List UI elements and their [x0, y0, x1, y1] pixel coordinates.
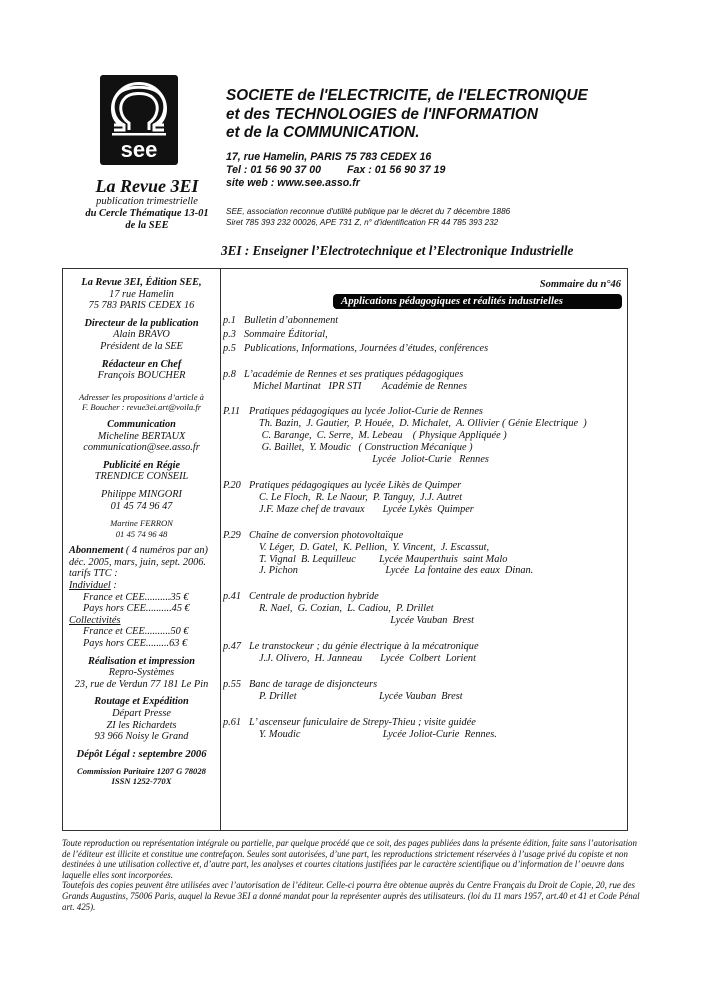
- price-line: Pays hors CEE.........63 €: [83, 638, 188, 650]
- toc-authors-line: J. Pichon Lycée La fontaine des eaux Dinan.: [259, 565, 534, 577]
- legal-line-1: SEE, association reconnue d'utilité publique par le décret du 7 décembre 1886: [226, 207, 511, 216]
- toc-authors-line: Y. Moudic Lycée Joliot-Curie Rennes.: [259, 728, 497, 740]
- toc-title: Centrale de production hybride: [249, 591, 379, 603]
- commission-paritaire: Commission Paritaire 1207 G 78028: [77, 766, 206, 777]
- depot-info: [63, 749, 220, 761]
- toc-page-number: p.3: [223, 328, 236, 340]
- publicite-name: TRENDICE CONSEIL: [94, 471, 189, 483]
- redacteur-name: François BOUCHER: [97, 370, 186, 382]
- commission-info: [63, 766, 220, 786]
- toc-page-number: p.47: [223, 641, 242, 653]
- toc-page-number: p.1: [223, 314, 236, 326]
- toc-authors-line: Lycée Joliot-Curie Rennes: [259, 454, 489, 466]
- price-line: France et CEE..........35 €: [83, 591, 189, 603]
- masthead-column: [63, 277, 220, 792]
- revue-subtitle-3: de la SEE: [125, 220, 169, 231]
- toc-authors-line: Lycée Vauban Brest: [259, 615, 474, 627]
- directeur-info: [63, 318, 220, 353]
- theme-banner: Applications pédagogiques et réalités industrielles: [333, 294, 622, 309]
- see-logo: [100, 75, 178, 165]
- toc-authors-line: Th. Bazin, J. Gautier, P. Houée, D. Michalet, A. Ollivier ( Génie Electrique ): [259, 418, 587, 430]
- propositions-info: [63, 392, 220, 413]
- column-divider: [220, 269, 221, 830]
- contact-phone: 01 45 74 96 48: [115, 528, 168, 539]
- legal-info: [226, 207, 510, 228]
- edition-line: 75 783 PARIS CEDEX 16: [88, 300, 195, 312]
- toc-page-number: p.5: [223, 342, 236, 354]
- redacteur-info: [63, 359, 220, 382]
- tel: Tel : 01 56 90 37 00: [226, 164, 322, 176]
- toc-authors-line: C. Barange, C. Serre, M. Lebeau ( Physique Appliquée ): [259, 430, 507, 442]
- toc-entry[interactable]: [223, 315, 623, 327]
- website-link[interactable]: site web : www.see.asso.fr: [226, 177, 360, 189]
- contact-phone: 01 45 74 96 47: [110, 500, 173, 512]
- toc-authors-line: Michel Martinat IPR STI Académie de Rennes: [253, 380, 467, 392]
- notice-paragraph-1: Toute reproduction ou représentation intégrale ou partielle, par quelque procédé que ce soit, des pages publiées dans la présente édition, faite sans l’autorisation de l’éditeur est illicite et constitue une contrefaçon. Seules sont autorisées, d’une part, les reproductions strictement réservées à l’usage privé du copiste et non destinées à une utilisation collective et, d’autre part, les analyses et courtes citations justifiées par le caractère scientifique ou d’information de l’ oeuvre dans laquelle elles sont incorporées.: [62, 838, 637, 880]
- toc-authors-line: J.F. Maze chef de travaux Lycée Lykès Quimper: [259, 503, 474, 515]
- directeur-name: Alain BRAVO: [113, 329, 170, 341]
- edition-info: [63, 277, 220, 312]
- toc-entry[interactable]: [223, 679, 623, 703]
- communication-heading: Communication: [107, 418, 176, 430]
- toc-authors-line: V. Léger, D. Gatel, K. Pellion, Y. Vincent, J. Escassut,: [259, 541, 490, 553]
- society-name: [226, 87, 588, 143]
- revue-subtitle-2: du Cercle Thématique 13-01: [85, 208, 209, 219]
- abonnement-info: [63, 545, 220, 649]
- legal-line-2: Siret 785 393 232 00026, APE 731 Z, n° d'identification FR 44 785 393 232: [226, 217, 499, 227]
- edition-line: La Revue 3EI, Édition SEE,: [81, 277, 202, 288]
- toc-entry[interactable]: [223, 641, 623, 665]
- abonnement-dates: déc. 2005, mars, juin, sept. 2006.: [69, 556, 206, 568]
- propositions-email[interactable]: F. Boucher : revue3ei.art@voila.fr: [81, 402, 202, 413]
- toc-entry[interactable]: [223, 329, 623, 341]
- contact-name: Martine FERRON: [110, 518, 173, 529]
- notice-paragraph-2: Toutefois des copies peuvent être utilisées avec l’autorisation de l’éditeur. Celle-ci pourra être obtenue auprès du Centre Français du Droit de Copie, 20, rue des Grands Augustins, 75006 Paris, auquel la Revue 3EI a donné mandat pour la représenter auprès des utilisateurs. (loi du 11 mars 1957, art.40 et 41 et Code Pénal art. 425).: [62, 880, 640, 912]
- toc-title: L’ ascenseur funiculaire de Strepy-Thieu ; visite guidée: [249, 716, 476, 728]
- communication-name: Micheline BERTAUX: [97, 430, 186, 442]
- abonnement-note: ( 4 numéros par an): [123, 545, 208, 557]
- realisation-line: 23, rue de Verdun 77 181 Le Pin: [74, 678, 209, 690]
- directeur-heading: Directeur de la publication: [84, 317, 199, 329]
- logo-text: see: [120, 137, 158, 162]
- toc-page-number: p.41: [223, 591, 242, 603]
- collectivites-label: Collectivités: [69, 614, 121, 626]
- publicite-heading: Publicité en Régie: [102, 459, 181, 471]
- toc-title: Pratiques pédagogiques au lycée Likès de Quimper: [249, 479, 462, 491]
- society-line-1: SOCIETE de l'ELECTRICITE, de l'ELECTRONIQUE: [226, 87, 588, 104]
- toc-page-number: p.61: [223, 716, 242, 728]
- price-line: Pays hors CEE..........45 €: [83, 603, 190, 615]
- realisation-heading: Réalisation et impression: [88, 655, 195, 667]
- tagline: 3EI : Enseigner l’Electrotechnique et l’Electronique Industrielle: [221, 243, 574, 258]
- toc-authors-line: T. Vignal B. Lequilleuc Lycée Mauperthuis saint Malo: [259, 553, 508, 565]
- abonnement-heading: Abonnement: [69, 545, 124, 557]
- toc-authors-line: P. Drillet Lycée Vauban Brest: [259, 690, 463, 702]
- propositions-line: Adresser les propositions d’article à: [79, 391, 204, 402]
- communication-email[interactable]: communication@see.asso.fr: [83, 442, 200, 454]
- omega-icon: [100, 75, 178, 165]
- toc-authors-line: G. Baillet, Y. Moudic ( Construction Mécanique ): [259, 442, 473, 454]
- sommaire-column: [223, 279, 623, 740]
- toc-page-number: P.20: [223, 479, 241, 491]
- revue-subtitle-1: publication trimestrielle: [96, 196, 198, 207]
- toc-title: Chaîne de conversion photovoltaïque: [249, 529, 404, 541]
- publicite-info: [63, 460, 220, 483]
- toc-title: Bulletin d’abonnement: [244, 314, 339, 326]
- directeur-role: Président de la SEE: [100, 340, 183, 352]
- address: 17, rue Hamelin, PARIS 75 783 CEDEX 16: [226, 151, 432, 163]
- revue-title: La Revue 3EI: [95, 176, 199, 196]
- toc-title: Banc de tarage de disjoncteurs: [249, 678, 378, 690]
- routage-heading: Routage et Expédition: [94, 696, 189, 708]
- toc-authors-line: C. Le Floch, R. Le Naour, P. Tanguy, J.J. Autret: [259, 491, 463, 503]
- contact-name: Philippe MINGORI: [101, 488, 182, 500]
- issn: ISSN 1252-770X: [111, 776, 172, 787]
- toc-title: Le transtockeur ; du génie électrique à la mécatronique: [249, 641, 479, 653]
- routage-line: Départ Presse: [112, 708, 171, 719]
- redacteur-heading: Rédacteur en Chef: [101, 358, 182, 370]
- realisation-line: Repro-Systèmes: [108, 667, 175, 679]
- toc-authors-line: J.J. Olivero, H. Janneau Lycée Colbert Lorient: [259, 652, 476, 664]
- toc-title: Publications, Informations, Journées d’études, conférences: [244, 342, 489, 354]
- toc-title: Pratiques pédagogiques au lycée Joliot-Curie de Rennes: [249, 406, 483, 418]
- masthead-table: [62, 268, 628, 831]
- contact-mingori: [63, 489, 220, 512]
- toc-entry[interactable]: [223, 369, 623, 393]
- toc-entry[interactable]: [223, 717, 623, 741]
- depot-legal: Dépôt Légal : septembre 2006: [76, 748, 207, 760]
- toc-page-number: p.55: [223, 678, 242, 690]
- toc-entry[interactable]: [223, 343, 623, 355]
- edition-line: 17 rue Hamelin: [109, 288, 174, 300]
- abonnement-tarifs: tarifs TTC :: [69, 568, 118, 580]
- toc-page-number: P.11: [223, 406, 241, 418]
- communication-info: [63, 419, 220, 454]
- routage-info: [63, 696, 220, 742]
- society-line-3: et de la COMMUNICATION.: [226, 124, 420, 141]
- society-line-2: et des TECHNOLOGIES de l'INFORMATION: [226, 105, 538, 123]
- price-line: France et CEE..........50 €: [83, 626, 189, 638]
- contact-block: [226, 151, 445, 190]
- copyright-notice: [62, 838, 642, 912]
- individuel-label: Individuel: [69, 580, 111, 592]
- toc-entry[interactable]: [223, 591, 623, 627]
- revue-header: [72, 176, 222, 232]
- individuel-suffix: :: [110, 580, 117, 592]
- table-of-contents: [223, 315, 623, 741]
- contact-ferron: [63, 518, 220, 539]
- toc-title: L’académie de Rennes et ses pratiques pédagogiques: [244, 368, 464, 380]
- toc-entry[interactable]: [223, 406, 623, 466]
- toc-page-number: P.29: [223, 529, 241, 541]
- toc-title: Sommaire Éditorial,: [244, 328, 328, 340]
- sommaire-label: Sommaire du n°46: [539, 279, 621, 290]
- toc-authors-line: R. Nael, G. Cozian, L. Cadiou, P. Drillet: [259, 603, 434, 615]
- toc-page-number: p.8: [223, 368, 236, 380]
- fax: Fax : 01 56 90 37 19: [347, 164, 446, 176]
- routage-line: 93 966 Noisy le Grand: [94, 731, 189, 743]
- routage-line: ZI les Richardets: [106, 719, 177, 731]
- realisation-info: [63, 656, 220, 691]
- toc-entry[interactable]: [223, 530, 623, 578]
- toc-entry[interactable]: [223, 480, 623, 516]
